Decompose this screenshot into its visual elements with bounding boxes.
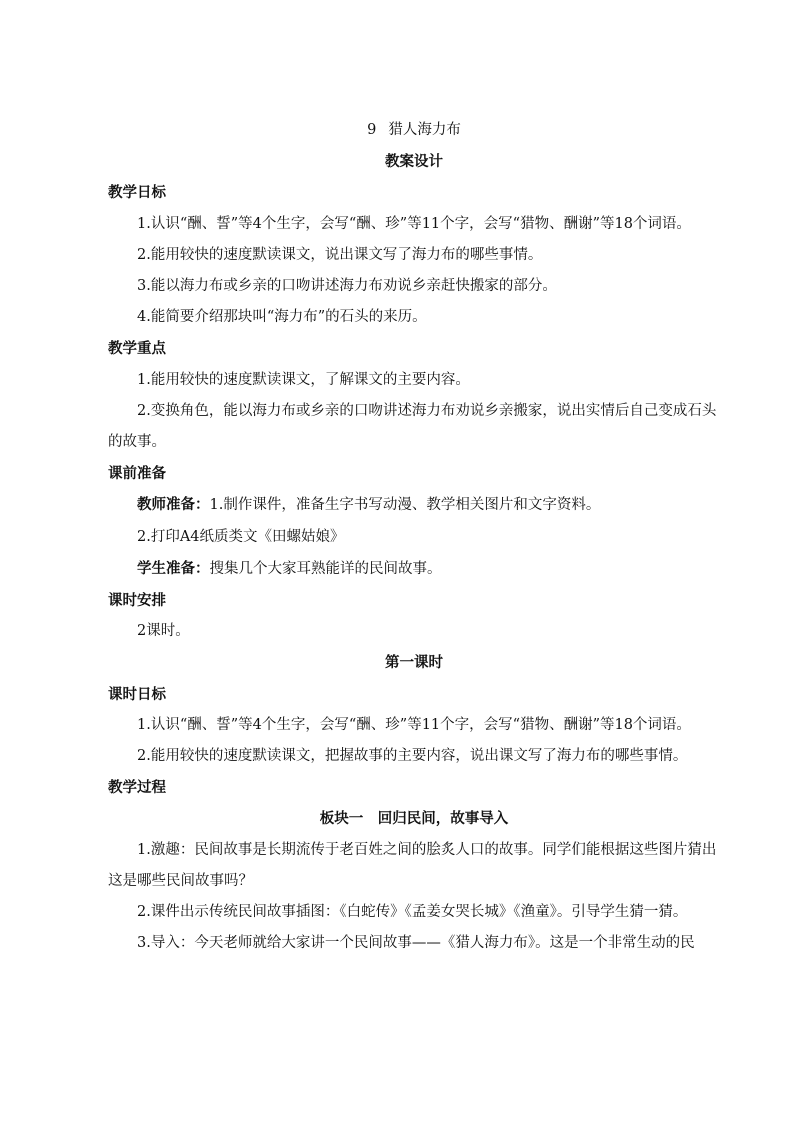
step-1	[108, 835, 720, 897]
focus-item-1: 1.能用较快的速度默读课文，了解课文的主要内容。	[137, 371, 470, 388]
teacher-prep-text: 1.制作课件，准备生字书写动漫、教学相关图片和文字资料。	[209, 497, 601, 514]
lesson-title: 猎人海力布	[388, 122, 461, 138]
focus-heading: 教学重点	[108, 340, 166, 358]
step-3-text: 今天老师就给大家讲一个民间故事——《猎人海力布》。这是一个非常生动的民	[194, 935, 695, 952]
step-1-text: 民间故事是长期流传于老百姓之间的脍炙人口的故事。同学们能根据这些图片猜出这是哪些民间故事吗？	[108, 841, 717, 889]
teacher-prep-2: 2.打印A4纸质类文《田螺姑娘》	[137, 528, 345, 545]
prep-heading: 课前准备	[108, 465, 166, 483]
student-prep	[108, 553, 720, 585]
teacher-prep	[108, 489, 720, 521]
goal-item-4: 4.能简要介绍那块叫“海力布”的石头的来历。	[137, 309, 427, 326]
lesson-number: 9	[367, 122, 377, 138]
goal-item-2: 2.能用较快的速度默读课文，说出课文写了海力布的哪些事情。	[137, 246, 543, 263]
student-prep-label: 学生准备：	[137, 559, 210, 577]
teacher-prep-label: 教师准备：	[137, 496, 210, 514]
lesson-title-line	[108, 115, 720, 146]
goal-item-3: 3.能以海力布或乡亲的口吻讲述海力布劝说乡亲赶快搬家的部分。	[137, 278, 557, 295]
document-subtitle: 教案设计	[385, 153, 443, 171]
step-2-label: 2.课件出示传统民间故事插图：	[137, 904, 340, 921]
student-prep-text: 搜集几个大家耳熟能详的民间故事。	[209, 560, 442, 577]
schedule-heading: 课时安排	[108, 592, 166, 610]
document-page	[108, 115, 720, 959]
block-one-title: 板块一 回归民间，故事导入	[319, 810, 509, 828]
step-2	[108, 897, 720, 928]
step-3-label: 3.导入：	[137, 935, 195, 952]
lesson-goals-heading: 课时日标	[108, 685, 166, 703]
step-3	[108, 928, 720, 959]
lesson-goal-2: 2.能用较快的速度默读课文，把握故事的主要内容，说出课文写了海力布的哪些事情。	[137, 748, 688, 765]
step-2-text: 《白蛇传》《孟姜女哭长城》《渔童》。引导学生猜一猜。	[339, 904, 688, 921]
goal-item-1: 1.认识“酬、誓”等4个生字，会写“酬、珍”等11个字，会写“猎物、酬谢”等18个词语。	[137, 215, 691, 232]
step-1-label: 1.激趣：	[137, 841, 195, 858]
focus-item-2: 2.变换角色，能以海力布或乡亲的口吻讲述海力布劝说乡亲搬家，说出实情后自己变成石头的故事。	[108, 402, 717, 451]
lesson-goal-1: 1.认识“酬、誓”等4个生字，会写“酬、珍”等11个字，会写“猎物、酬谢”等18个词语。	[137, 716, 691, 733]
goals-heading: 教学日标	[108, 184, 166, 202]
process-heading: 教学过程	[108, 779, 166, 797]
schedule-text: 2课时。	[137, 623, 190, 640]
first-lesson-heading: 第一课时	[385, 654, 443, 672]
